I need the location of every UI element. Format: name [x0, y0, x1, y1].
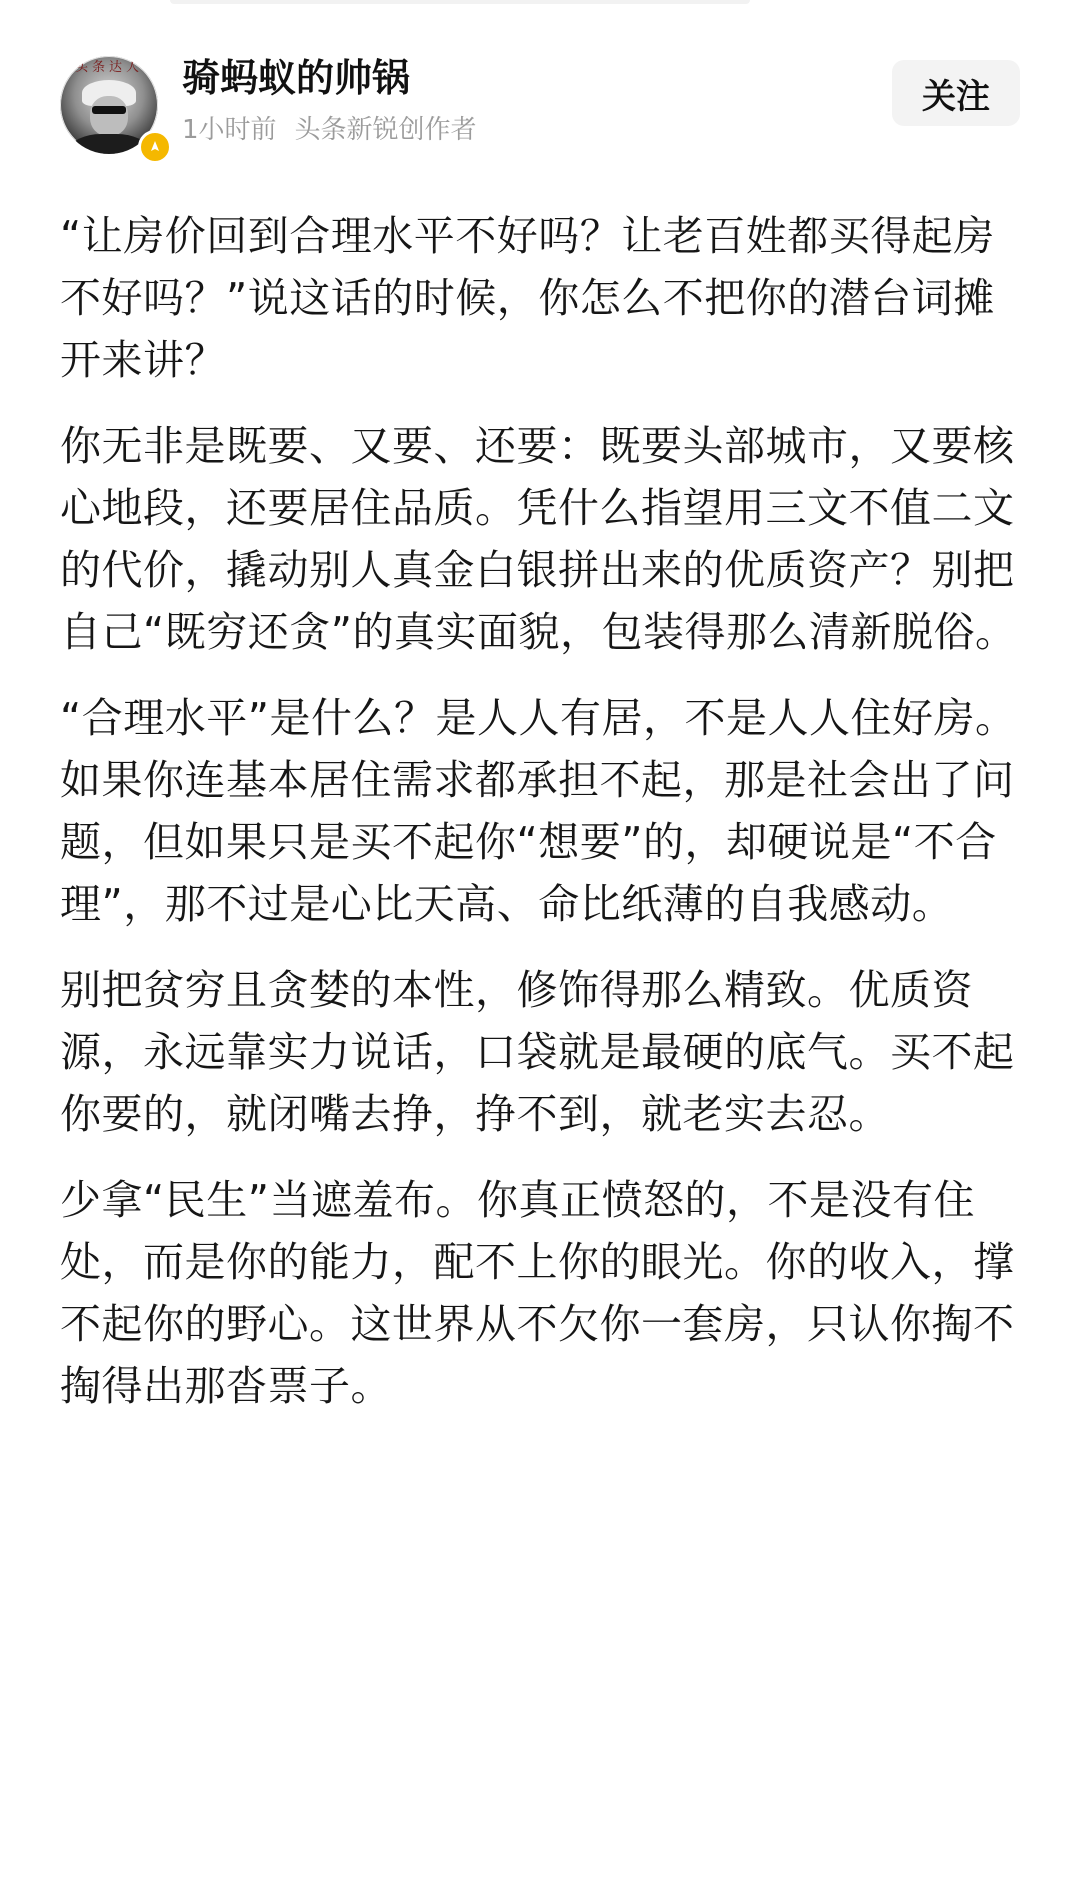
author-header	[60, 52, 1020, 162]
article-body	[60, 205, 1020, 1441]
article-paragraph: “让房价回到合理水平不好吗？让老百姓都买得起房不好吗？”说这话的时候，你怎么不把你的潜台词摊开来讲？	[60, 212, 995, 384]
avatar-body	[70, 134, 148, 154]
follow-button[interactable]: 关注	[892, 60, 1020, 126]
article-paragraph: “合理水平”是什么？是人人有居，不是人人住好房。如果你连基本居住需求都承担不起，那是社会出了问题，但如果只是买不起你“想要”的，却硬说是“不合理”，那不过是心比天高、命比纸薄的自我感动。	[60, 694, 1017, 928]
author-title: 头条新锐创作者	[294, 115, 477, 145]
article-paragraph: 别把贫穷且贪婪的本性，修饰得那么精致。优质资源，永远靠实力说话，口袋就是最硬的底气。买不起你要的，就闭嘴去挣，挣不到，就老实去忍。	[60, 966, 1015, 1138]
article-paragraph: 你无非是既要、又要、还要：既要头部城市，又要核心地段，还要居住品质。凭什么指望用三文不值二文的代价，撬动别人真金白银拼出来的优质资产？别把自己“既穷还贪”的真实面貌，包装得那么清新脱俗。	[60, 422, 1017, 656]
avatar-caption: 头条达人	[74, 60, 143, 75]
author-name[interactable]: 骑蚂蚁的帅锅	[182, 56, 411, 100]
article-paragraph: 少拿“民生”当遮羞布。你真正愤怒的，不是没有住处，而是你的能力，配不上你的眼光。你的收入，撑不起你的野心。这世界从不欠你一套房，只认你掏不掏得出那沓票子。	[60, 1176, 1015, 1410]
top-edge	[170, 0, 750, 4]
author-meta	[182, 112, 477, 148]
post-time: 1小时前	[182, 115, 277, 145]
verified-badge-icon	[138, 130, 172, 164]
avatar-face	[90, 96, 128, 136]
avatar-sunglasses	[92, 106, 126, 114]
